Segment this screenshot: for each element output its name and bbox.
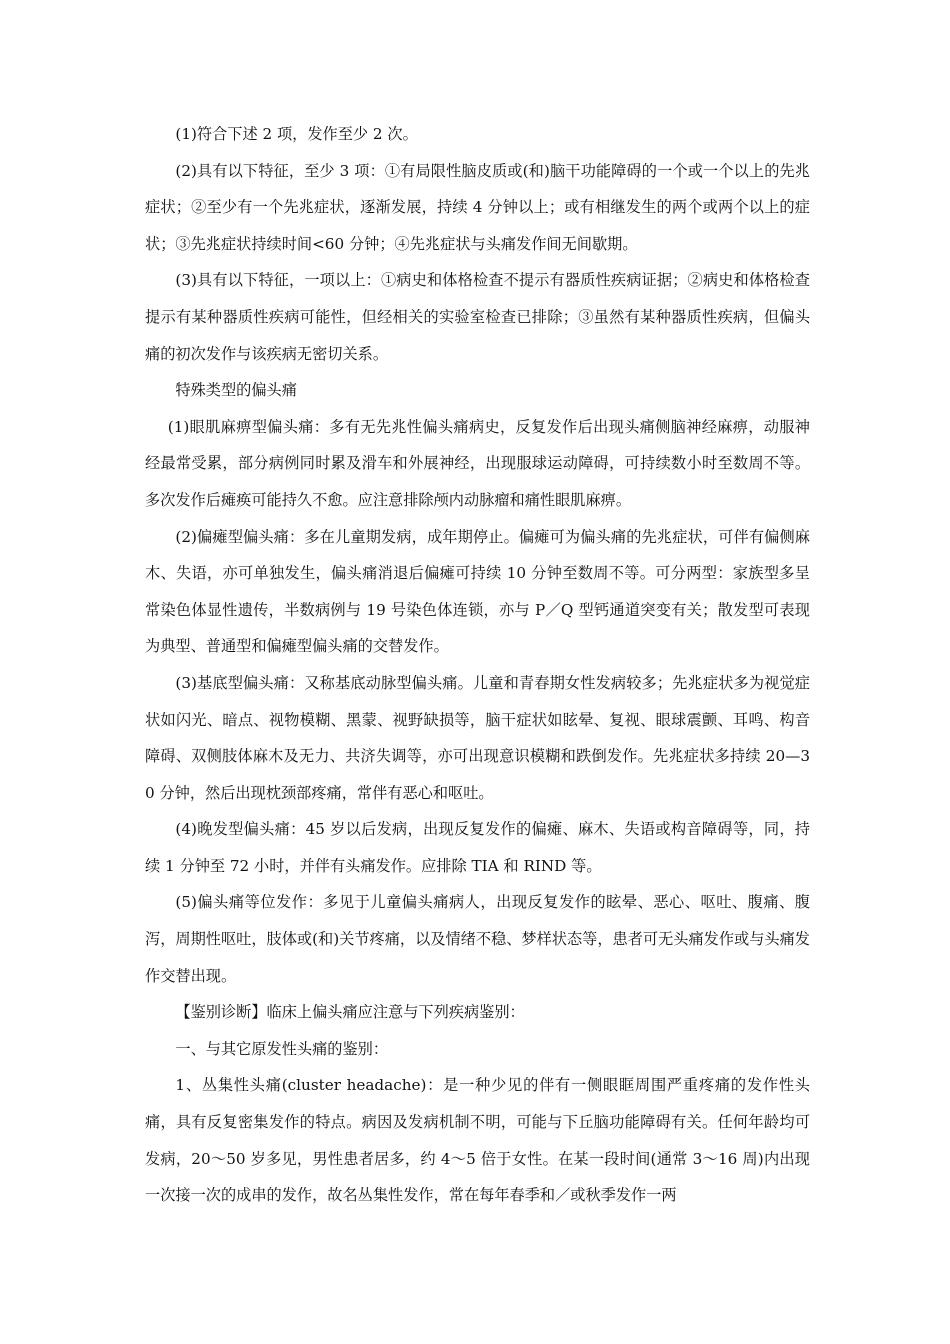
paragraph-ophthalmoplegic-migraine: (1)眼肌麻痹型偏头痛：多有无先兆性偏头痛病史，反复发作后出现头痛侧脑神经麻痹，动服神经最常受累，部分病例同时累及滑车和外展神经，出现服球运动障碍，可持续数小时至数周不等。多次发作后瘫痪可能持久不愈。应注意排除颅内动脉瘤和痛性眼肌麻痹。 bbox=[145, 417, 810, 509]
paragraph-criterion-3: (3)具有以下特征，一项以上：①病史和体格检查不提示有器质性疾病证据；②病史和体格检查提示有某种器质性疾病可能性，但经相关的实验室检查已排除；③虽然有某种器质性疾病，但偏头痛的初次发作与该疾病无密切关系。 bbox=[145, 271, 810, 363]
paragraph-basilar-migraine: (3)基底型偏头痛：又称基底动脉型偏头痛。儿童和青春期女性发病较多；先兆症状多为视觉症状如闪光、暗点、视物模糊、黑蒙、视野缺损等，脑干症状如眩晕、复视、眼球震颤、耳鸣、构音障碍、双侧肢体麻木及无力、共济失调等，亦可出现意识模糊和跌倒发作。先兆症状多持续 20—30 分钟，然后出现枕颈部疼痛，常伴有恶心和呕吐。 bbox=[145, 673, 810, 802]
paragraph-cluster-headache: 1、丛集性头痛(cluster headache)：是一种少见的伴有一侧眼眶周围严重疼痛的发作性头痛，具有反复密集发作的特点。病因及发病机制不明，可能与下丘脑功能障碍有关。任何年龄均可发病，20～50 岁多见，男性患者居多，约 4～5 倍于女性。在某一段时间(通常 3～16 周)内出现一次接一次的成串的发作，故名丛集性发作，常在每年春季和／或秋季发作一两 bbox=[145, 1076, 810, 1205]
paragraph-migraine-equivalents: (5)偏头痛等位发作：多见于儿童偏头痛病人，出现反复发作的眩晕、恶心、呕吐、腹痛、腹泻，周期性呕吐，肢体或(和)关节疼痛，以及情绪不稳、梦样状态等，患者可无头痛发作或与头痛发作交替出现。 bbox=[145, 893, 810, 985]
section-heading-special-types: 特殊类型的偏头痛 bbox=[175, 381, 297, 400]
section-heading-differential-diagnosis: 【鉴别诊断】临床上偏头痛应注意与下列疾病鉴别： bbox=[175, 1003, 525, 1022]
subheading-primary-headache: 一、与其它原发性头痛的鉴别： bbox=[175, 1039, 389, 1058]
paragraph-hemiplegic-migraine: (2)偏瘫型偏头痛：多在儿童期发病，成年期停止。偏瘫可为偏头痛的先兆症状，可伴有偏侧麻木、失语，亦可单独发生，偏头痛消退后偏瘫可持续 10 分钟至数周不等。可分两型：家族型多呈常染色体显性遗传，半数病例与 19 号染色体连锁，亦与 P／Q 型钙通道突变有关；散发型可表现为典型、普通型和偏瘫型偏头痛的交替发作。 bbox=[145, 527, 810, 656]
paragraph-criterion-2: (2)具有以下特征，至少 3 项：①有局限性脑皮质或(和)脑干功能障碍的一个或一个以上的先兆症状；②至少有一个先兆症状，逐渐发展，持续 4 分钟以上；或有相继发生的两个或两个以上的症状；③先兆症状持续时间<60 分钟；④先兆症状与头痛发作间无间歇期。 bbox=[145, 161, 810, 253]
document-page bbox=[145, 116, 810, 1214]
paragraph-late-onset-migraine: (4)晚发型偏头痛：45 岁以后发病，出现反复发作的偏瘫、麻木、失语或构音障碍等，同，持续 1 分钟至 72 小时，并伴有头痛发作。应排除 TIA 和 RIND 等。 bbox=[145, 820, 810, 875]
paragraph-criterion-1: (1)符合下述 2 项，发作至少 2 次。 bbox=[175, 125, 418, 143]
